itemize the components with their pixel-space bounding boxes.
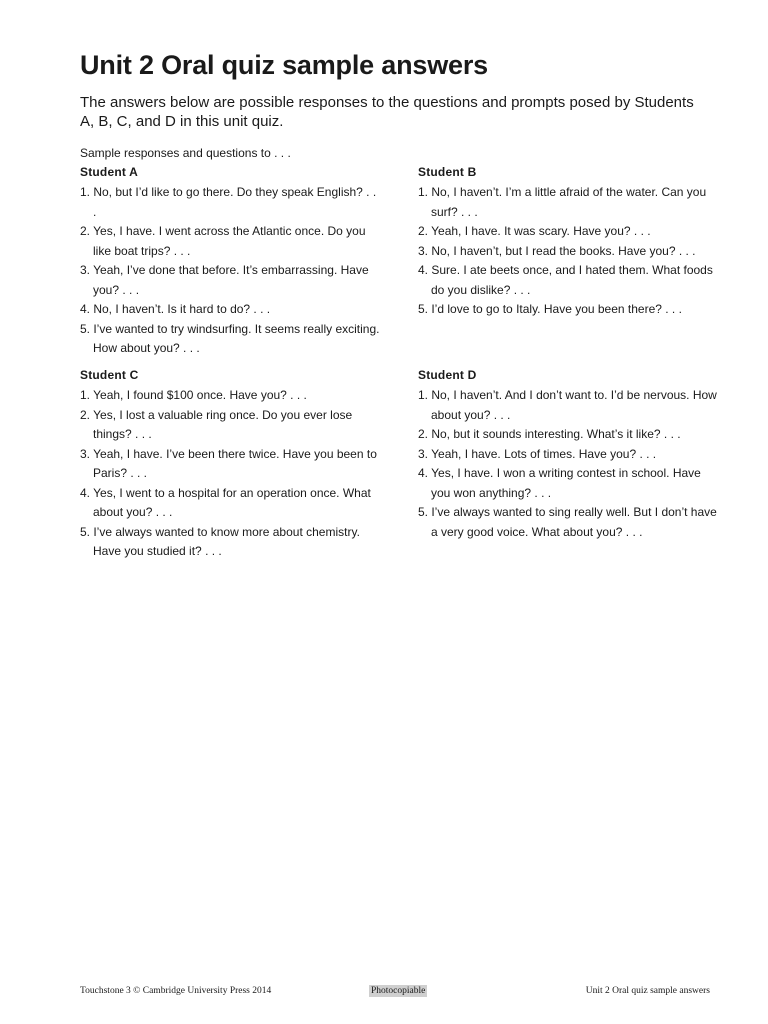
answer-item: 1. No, but I’d like to go there. Do they speak English? . . . — [80, 185, 377, 219]
page-title: Unit 2 Oral quiz sample answers — [80, 50, 488, 80]
student-d-section — [418, 367, 718, 542]
answer-item: 5. I’ve always wanted to know more about chemistry. Have you studied it? . . . — [80, 524, 360, 558]
answer-item: 1. Yeah, I found $100 once. Have you? . . . — [80, 388, 307, 402]
student-c-answers — [80, 386, 380, 562]
answer-item: 4. Yes, I went to a hospital for an operation once. What about you? . . . — [80, 485, 371, 519]
answer-item: 5. I’ve wanted to try windsurfing. It seems really exciting. How about you? . . . — [80, 321, 380, 355]
lead-in-text: Sample responses and questions to . . . — [80, 146, 291, 160]
answer-item: 5. I’ve always wanted to sing really well. But I don’t have a very good voice. What about you? . . . — [418, 505, 717, 539]
student-c-section — [80, 367, 380, 562]
footer-copyright: Touchstone 3 © Cambridge University Press 2014 — [80, 986, 272, 996]
answer-item: 1. No, I haven’t. I’m a little afraid of the water. Can you surf? . . . — [418, 185, 707, 219]
student-b-answers — [418, 183, 718, 320]
answer-item: 2. Yes, I lost a valuable ring once. Do you ever lose things? . . . — [80, 407, 353, 441]
footer-photocopiable-label: Photocopiable — [371, 986, 426, 996]
answer-item: 2. No, but it sounds interesting. What’s it like? . . . — [418, 427, 681, 441]
answer-item: 3. Yeah, I have. I’ve been there twice. Have you been to Paris? . . . — [80, 446, 377, 480]
answer-item: 2. Yeah, I have. It was scary. Have you? . . . — [418, 224, 651, 238]
answer-item: 3. Yeah, I’ve done that before. It’s embarrassing. Have you? . . . — [80, 263, 369, 297]
student-a-section — [80, 164, 380, 359]
student-b-heading: Student B — [418, 165, 477, 179]
answer-item: 3. No, I haven’t, but I read the books. Have you? . . . — [418, 243, 696, 258]
student-d-answers — [418, 386, 718, 542]
footer-page-label: Unit 2 Oral quiz sample answers — [585, 986, 710, 996]
intro-paragraph: The answers below are possible responses to the questions and prompts posed by Students A, B, C, and D in this unit quiz. — [80, 94, 694, 130]
answer-item: 4. Sure. I ate beets once, and I hated them. What foods do you dislike? . . . — [418, 263, 713, 297]
answer-item: 5. I’d love to go to Italy. Have you been there? . . . — [418, 302, 682, 316]
answer-item: 4. No, I haven’t. Is it hard to do? . . . — [80, 302, 271, 316]
student-a-answers — [80, 183, 380, 359]
student-c-heading: Student C — [80, 368, 139, 382]
answer-item: 3. Yeah, I have. Lots of times. Have you? . . . — [418, 446, 657, 461]
student-a-heading: Student A — [80, 165, 139, 179]
student-b-section — [418, 164, 718, 320]
student-d-heading: Student D — [418, 368, 477, 382]
answer-item: 4. Yes, I have. I won a writing contest in school. Have you won anything? . . . — [418, 466, 701, 500]
answer-item: 1. No, I haven’t. And I don’t want to. I’d be nervous. How about you? . . . — [418, 388, 717, 422]
answer-item: 2. Yes, I have. I went across the Atlantic once. Do you like boat trips? . . . — [80, 224, 366, 258]
